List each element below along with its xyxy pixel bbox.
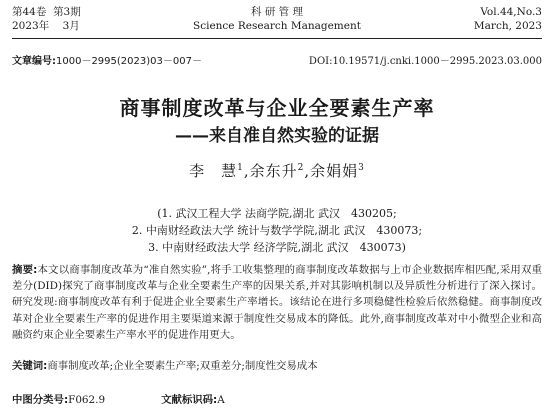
affiliation: 2. 中南财经政法大学 统计与数学学院,湖北 武汉 430073; [131, 224, 423, 237]
issue-cn: 第3期 [53, 6, 81, 18]
author-affil-marker: 2 [297, 163, 305, 173]
clc-code: F062.9 [68, 394, 106, 406]
issue-info-en [474, 5, 542, 33]
affiliation-list [0, 205, 554, 256]
article-number [12, 52, 202, 67]
affiliation: 3. 中南财经政法大学 经济学院,湖北 武汉 430073) [148, 241, 406, 254]
header-divider [12, 38, 542, 39]
clc-label: 中图分类号: [12, 394, 69, 406]
affiliation: (1. 武汉工程大学 法商学院,湖北 武汉 430205; [157, 207, 397, 220]
doc-code: A [217, 394, 225, 406]
author-separator: , [243, 162, 250, 180]
journal-name-cn: 科 研 管 理 [250, 6, 303, 18]
abstract-text: 本文以商事制度改革为“准自然实验”,将手工收集整理的商事制度改革数据与上市企业数据库相匹配,采用双重差分(DID)探究了商事制度改革与企业全要素生产率的因果关系,并对其影响机制以及异质性分析进行了深入探讨。研究发现:商事制度改革有利于促进企业全要素生产率增长。该结论在进行多项稳健性检验后依然稳健。商事制度改革对企业全要素生产率的促进作用主要渠道来源于制度性交易成本的降低。此外,商事制度改革对中小微型企业和高融资约束企业全要素生产率水平的促进作用更大。 [12, 264, 542, 341]
keywords [12, 359, 542, 373]
author-affil-marker: 1 [237, 163, 244, 173]
author-name: 余东升 [249, 162, 298, 180]
article-number-value: 1000－2995(2023)03－007－ [56, 56, 202, 67]
author-affil-marker: 3 [358, 163, 365, 173]
month-cn: 3月 [62, 20, 80, 32]
article-number-label: 文章编号: [12, 56, 56, 67]
keywords-label: 关键词: [12, 360, 48, 372]
abstract-label: 摘要: [12, 264, 38, 276]
volume-en: Vol.44,No.3 [480, 6, 542, 18]
author-name: 李 慧 [189, 162, 238, 180]
classification-codes [12, 393, 225, 407]
keywords-text: 商事制度改革;企业全要素生产率;双重差分;制度性交易成本 [47, 360, 318, 372]
year-cn: 2023年 [12, 20, 50, 32]
paper-title: 商事制度改革与企业全要素生产率 [119, 96, 435, 120]
author-list [0, 160, 554, 181]
journal-name [12, 5, 542, 33]
journal-name-en: Science Research Management [193, 20, 361, 32]
abstract [12, 262, 542, 343]
doi: DOI:10.19571/j.cnki.1000－2995.2023.03.000 [308, 56, 542, 67]
article-meta [12, 52, 542, 66]
volume-cn: 第44卷 [12, 6, 47, 18]
author-name: 余娟娟 [310, 162, 359, 180]
author-separator: , [304, 162, 311, 180]
paper-subtitle: ——来自准自然实验的证据 [175, 126, 379, 146]
date-en: March, 2023 [473, 20, 542, 32]
running-header [12, 5, 542, 39]
doc-code-label: 文献标识码: [161, 394, 218, 406]
